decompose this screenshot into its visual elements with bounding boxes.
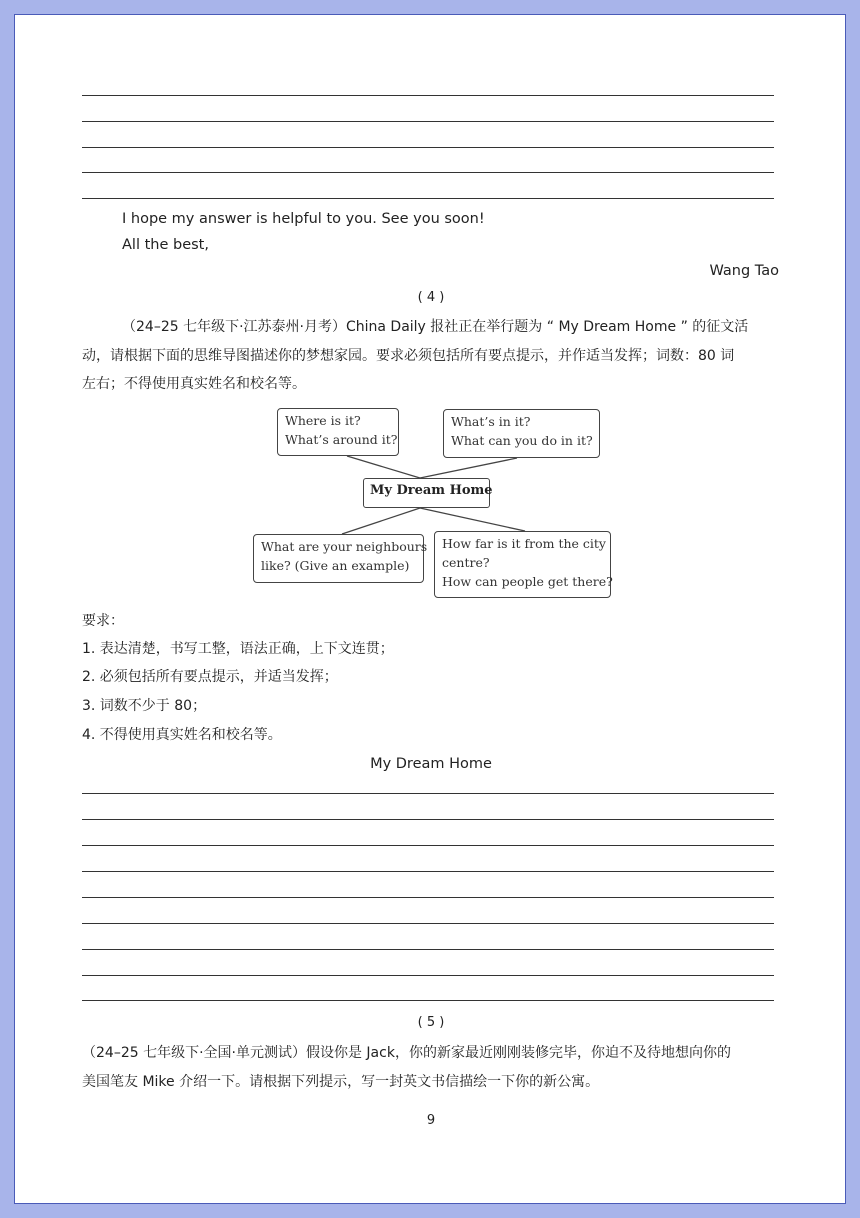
requirement-item: 4. 不得使用真实姓名和校名等。 <box>82 727 282 743</box>
task-number-4: ( 4 ) <box>417 290 445 305</box>
requirements-title: 要求： <box>82 613 124 629</box>
mindmap-location-box <box>277 408 399 456</box>
mind-map-connectors <box>15 15 847 615</box>
mindmap-neighbours-box <box>253 534 428 583</box>
task-number-5: ( 5 ) <box>417 1015 445 1030</box>
writing-line <box>82 819 774 820</box>
writing-line <box>82 793 774 794</box>
mindmap-center-topic: My Dream Home <box>363 478 490 508</box>
task4-prompt-line2: 动，请根据下面的思维导图描述你的梦想家园。要求必须包括所有要点提示，并作适当发挥；词数：80 词 <box>82 348 735 364</box>
mindmap-distance-box <box>434 531 611 598</box>
mindmap-text: What’s around it? <box>285 432 398 447</box>
writing-line <box>82 845 774 846</box>
writing-line <box>82 949 774 950</box>
writing-line <box>82 871 774 872</box>
writing-line <box>82 897 774 898</box>
writing-line <box>82 923 774 924</box>
task4-prompt-line3: 左右；不得使用真实姓名和校名等。 <box>82 376 306 392</box>
mindmap-text: How far is it from the city <box>442 536 606 551</box>
essay-title: My Dream Home <box>370 756 492 772</box>
letter-closing-line: I hope my answer is helpful to you. See you soon! <box>122 211 485 227</box>
task4-prompt-line1: （24–25 七年级下·江苏泰州·月考）China Daily 报社正在举行题为 “ My Dream Home ” 的征文活 <box>122 319 749 335</box>
mindmap-text: What’s in it? <box>451 414 531 429</box>
mindmap-contents-box <box>443 409 600 458</box>
requirement-item: 1. 表达清楚，书写工整，语法正确，上下文连贯； <box>82 641 394 657</box>
mindmap-text: What can you do in it? <box>451 433 593 448</box>
letter-signature: Wang Tao <box>709 263 779 279</box>
worksheet-page <box>14 14 846 1204</box>
mindmap-text: Where is it? <box>285 413 361 428</box>
writing-line <box>82 975 774 976</box>
writing-line <box>82 1000 774 1001</box>
mindmap-text: How can people get there? <box>442 574 613 589</box>
letter-sign-off: All the best, <box>122 237 209 253</box>
mindmap-text: centre? <box>442 555 490 570</box>
page-number: 9 <box>426 1113 436 1128</box>
requirement-item: 3. 词数不少于 80； <box>82 698 207 714</box>
requirement-item: 2. 必须包括所有要点提示，并适当发挥； <box>82 669 338 685</box>
mindmap-text: What are your neighbours <box>261 539 428 554</box>
task5-prompt-line2: 美国笔友 Mike 介绍一下。请根据下列提示，写一封英文书信描绘一下你的新公寓。 <box>82 1074 600 1090</box>
mindmap-text: like? (Give an example) <box>261 558 410 573</box>
task5-prompt-line1: （24–25 七年级下·全国·单元测试）假设你是 Jack，你的新家最近刚刚装修完毕，你迫不及待地想向你的 <box>82 1045 731 1061</box>
